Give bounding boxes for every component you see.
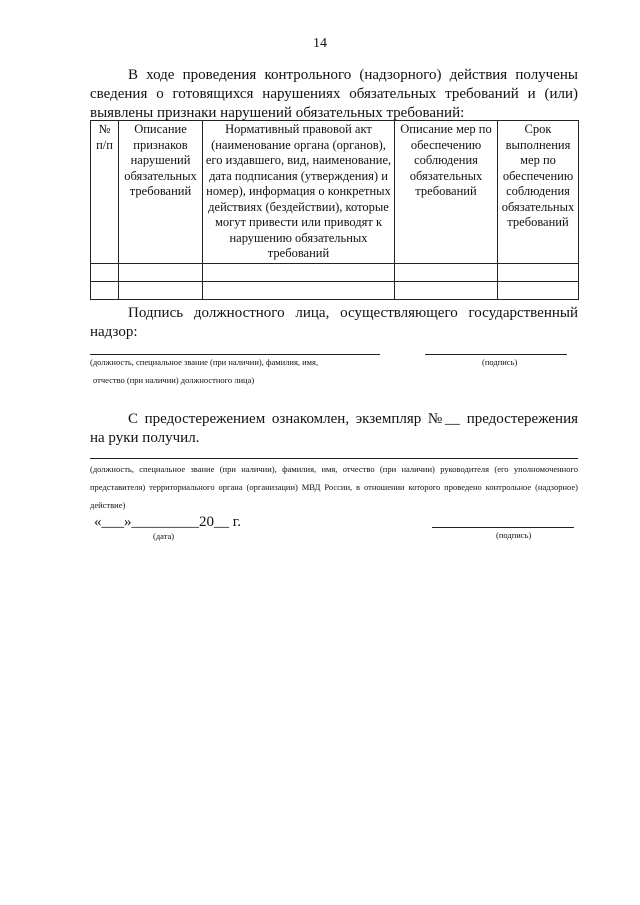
official-name-line[interactable] (90, 354, 380, 355)
intro-paragraph: В ходе проведения контрольного (надзорного) действия получены сведения о готовящихся нарушениях обязательных требований и (или) выявлены признаки нарушений обязательных требований: (90, 67, 578, 121)
header-legal-act: Нормативный правовой акт (наименование органа (органов), его издавшего, вид, наименование, дата подписания (утверждения) и номер), информация о конкретных действиях (бездействии), которые могут привести или приводят к нарушению обязательных требований (203, 121, 395, 264)
recipient-caption: (должность, специальное звание (при наличии), фамилия, имя, отчество (при наличии) руководителя (его уполномоченного представителя) территориального органа (организации) МВД России, в отношении которого проведено контрольное (надзорное) действие) (90, 464, 578, 510)
header-deadline: Срок выполнения мер по обеспечению соблюдения обязательных требований (498, 121, 579, 264)
date-caption: (дата) (153, 531, 175, 541)
table-cell[interactable] (203, 281, 395, 299)
table-cell[interactable] (395, 263, 498, 281)
table-cell[interactable] (119, 281, 203, 299)
recipient-name-line[interactable] (90, 458, 578, 459)
table-cell[interactable] (119, 263, 203, 281)
recipient-signature-line[interactable] (432, 527, 574, 528)
table-cell[interactable] (203, 263, 395, 281)
table-row (91, 281, 579, 299)
table-header-row (91, 121, 579, 264)
official-signature-line[interactable] (425, 354, 567, 355)
official-signature-caption: (подпись) (482, 357, 518, 367)
date-field[interactable]: «___»_________20__ г. (94, 514, 241, 530)
violations-table (90, 120, 579, 300)
header-number: № п/п (91, 121, 119, 264)
recipient-signature-caption: (подпись) (496, 530, 532, 540)
header-measures: Описание мер по обеспечению соблюдения обязательных требований (395, 121, 498, 264)
table-cell[interactable] (91, 263, 119, 281)
official-signature-text: Подпись должностного лица, осуществляющего государственный надзор: (90, 305, 578, 340)
table-cell[interactable] (498, 263, 579, 281)
table-cell[interactable] (395, 281, 498, 299)
table-cell[interactable] (498, 281, 579, 299)
page-number: 14 (313, 36, 327, 51)
header-description: Описание признаков нарушений обязательных требований (119, 121, 203, 264)
official-name-caption-2: отчество (при наличии) должностного лица) (93, 375, 255, 385)
table-cell[interactable] (91, 281, 119, 299)
table-row (91, 263, 579, 281)
official-name-caption: (должность, специальное звание (при наличии), фамилия, имя, (90, 357, 319, 367)
acknowledgement-text: С предостережением ознакомлен, экземпляр №__ предостережения на руки получил. (90, 411, 578, 446)
